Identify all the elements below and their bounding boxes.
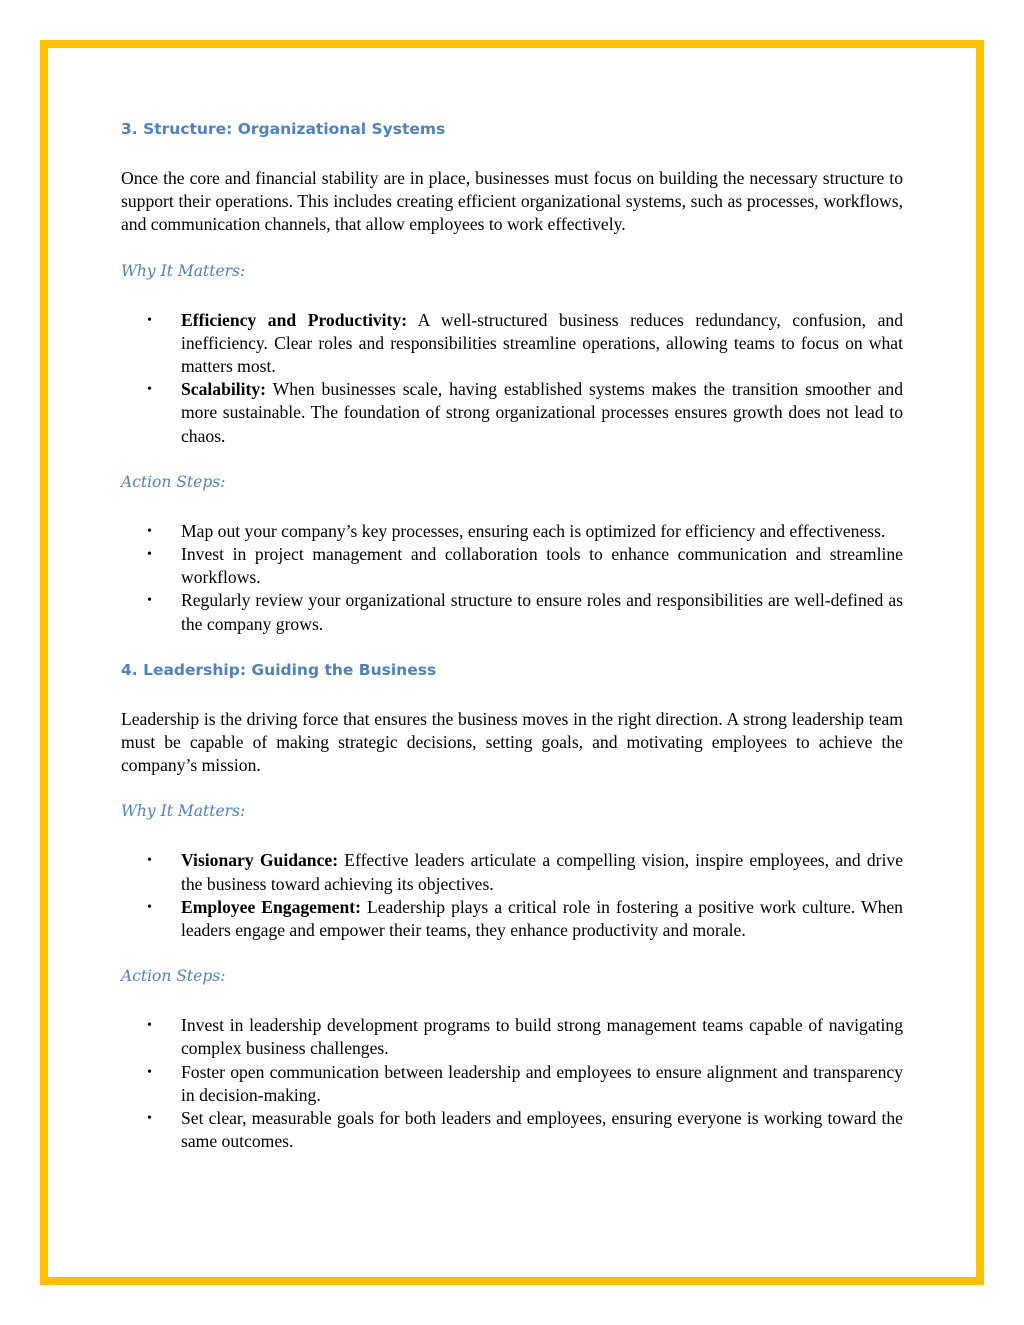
list-item	[121, 378, 903, 448]
list-item	[121, 543, 903, 589]
list-item	[121, 1061, 903, 1107]
list-item-bold: Efficiency and Productivity:	[181, 309, 408, 330]
section-4-action-list	[121, 1014, 903, 1153]
section-4-heading: 4. Leadership: Guiding the Business	[121, 660, 437, 679]
section-4-why-heading: Why It Matters:	[121, 802, 246, 821]
list-item-text: When businesses scale, having established systems makes the transition smoother and more sustainable. The foundation of strong organizational processes ensures growth does not lead to chaos.	[181, 379, 903, 446]
list-item-text: Effective leaders articulate a compelling vision, inspire employees, and drive the business toward achieving its objectives.	[181, 850, 904, 894]
list-item-text: Map out your company’s key processes, ensuring each is optimized for efficiency and effectiveness.	[181, 520, 886, 541]
list-item-text: Regularly review your organizational structure to ensure roles and responsibilities are well-defined as the company grows.	[181, 590, 903, 634]
section-3-why-heading: Why It Matters:	[121, 261, 246, 280]
section-3-action-heading: Action Steps:	[121, 472, 226, 491]
list-item-text: Invest in project management and collaboration tools to enhance communication and streamline workflows.	[181, 544, 903, 588]
list-item-text: Invest in leadership development programs to build strong management teams capable of navigating complex business challenges.	[181, 1015, 903, 1059]
list-item-text: Set clear, measurable goals for both leaders and employees, ensuring everyone is working toward the same outcomes.	[181, 1108, 903, 1152]
list-item-text: Foster open communication between leadership and employees to ensure alignment and transparency in decision-making.	[181, 1061, 903, 1105]
list-item	[121, 1107, 903, 1153]
bullet-icon: •	[147, 382, 152, 398]
list-item	[121, 1014, 903, 1060]
section-4-action-heading: Action Steps:	[121, 967, 226, 986]
list-item	[121, 849, 903, 895]
bullet-icon: •	[147, 312, 152, 328]
section-4-why-list	[121, 849, 903, 942]
section-3-why-list	[121, 309, 903, 448]
list-item-text: A well-structured business reduces redundancy, confusion, and inefficiency. Clear roles and responsibilities streamline operations, allowing teams to focus on what matters most.	[181, 309, 903, 377]
bullet-icon: •	[147, 547, 152, 563]
list-item-bold: Visionary Guidance:	[181, 850, 339, 871]
list-item	[121, 520, 903, 543]
bullet-icon: •	[147, 853, 152, 869]
list-item-bold: Scalability:	[181, 379, 267, 400]
list-item-bold: Employee Engagement:	[181, 896, 361, 917]
section-3-intro: Once the core and financial stability are in place, businesses must focus on building the necessary structure to support their operations. This includes creating efficient organizational systems, such as processes, workflows, and communication channels, that allow employees to work effectively.	[121, 168, 903, 235]
bullet-icon: •	[147, 1018, 152, 1034]
section-3-heading: 3. Structure: Organizational Systems	[121, 120, 446, 138]
document-body	[121, 118, 903, 1153]
section-4-intro: Leadership is the driving force that ensures the business moves in the right direction. A strong leadership team must be capable of making strategic decisions, setting goals, and motivating employees to achieve the company’s mission.	[121, 708, 903, 776]
list-item	[121, 589, 903, 635]
bullet-icon: •	[147, 899, 152, 915]
bullet-icon: •	[147, 1111, 152, 1127]
bullet-icon: •	[147, 1064, 152, 1080]
list-item-text: Leadership plays a critical role in fostering a positive work culture. When leaders engage and empower their teams, they enhance productivity and morale.	[181, 896, 903, 941]
bullet-icon: •	[147, 593, 152, 609]
section-3-action-list	[121, 520, 903, 636]
list-item	[121, 896, 903, 942]
bullet-icon: •	[147, 523, 152, 539]
list-item	[121, 309, 903, 379]
